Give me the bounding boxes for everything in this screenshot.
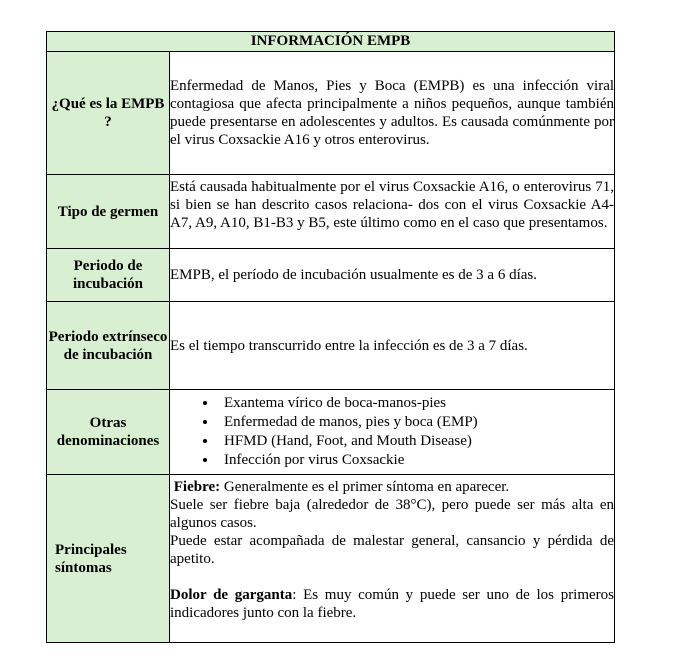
garganta-heading: Dolor de garganta (170, 587, 293, 603)
title-row (47, 32, 615, 52)
fiebre-paragraph (170, 478, 614, 496)
row-label-que-es: ¿Qué es la EMPB ? (47, 52, 170, 175)
list-item: • HFMD (Hand, Foot, and Mouth Disease) (218, 432, 614, 451)
row-content-periodo-extrinseco: Es el tiempo transcurrido entre la infección es de 3 a 7 días. (170, 302, 615, 390)
row-label-periodo-incubacion: Periodo de incubación (47, 249, 170, 302)
table-row (47, 302, 615, 390)
table-row (47, 390, 615, 475)
row-content-otras-denominaciones (170, 390, 615, 475)
table-row (47, 52, 615, 175)
denominaciones-list (170, 394, 614, 470)
paragraph-spacer (170, 568, 614, 586)
row-label-otras-denominaciones: Otras denominaciones (47, 390, 170, 475)
list-item: • Enfermedad de manos, pies y boca (EMP) (218, 413, 614, 432)
garganta-paragraph (170, 586, 614, 622)
row-content-principales-sintomas (170, 475, 615, 643)
fiebre-heading: Fiebre: (173, 479, 221, 495)
list-item: • Infección por virus Coxsackie (218, 451, 614, 470)
info-table (46, 31, 615, 643)
table-row (47, 249, 615, 302)
fiebre-line1: Generalmente es el primer síntoma en aparecer. (220, 479, 510, 495)
garganta-text: : Es muy común y puede ser uno de los primeros indicadores junto con la fiebre. (170, 587, 615, 621)
row-label-tipo-germen: Tipo de germen (47, 175, 170, 249)
fiebre-line3: Puede estar acompañada de malestar general, cansancio y pérdida de apetito. (170, 533, 615, 567)
table-row (47, 475, 615, 643)
list-item: • Exantema vírico de boca-manos-pies (218, 394, 614, 413)
fiebre-line2: Suele ser fiebre baja (alrededor de 38°C), pero puede ser más alta en algunos casos. (170, 497, 615, 531)
row-label-principales-sintomas: Principales síntomas (47, 475, 170, 643)
row-content-que-es: Enfermedad de Manos, Pies y Boca (EMPB) es una infección viral contagiosa que afecta principalmente a niños pequeños, aunque también puede presentarse en adolescentes y adultos. Es causada comúnmente por el virus Coxsackie A16 y otros enterovirus. (170, 52, 615, 175)
row-content-tipo-germen: Está causada habitualmente por el virus Coxsackie A16, o enterovirus 71, si bien se han descrito casos relaciona- dos con el virus Coxsackie A4-A7, A9, A10, B1-B3 y B5, este último como en el caso que presentamos. (170, 175, 615, 249)
row-content-periodo-incubacion: EMPB, el período de incubación usualmente es de 3 a 6 días. (170, 249, 615, 302)
row-label-periodo-extrinseco: Periodo extrínseco de incubación (47, 302, 170, 390)
table-row (47, 175, 615, 249)
table-title: INFORMACIÓN EMPB (47, 32, 615, 52)
